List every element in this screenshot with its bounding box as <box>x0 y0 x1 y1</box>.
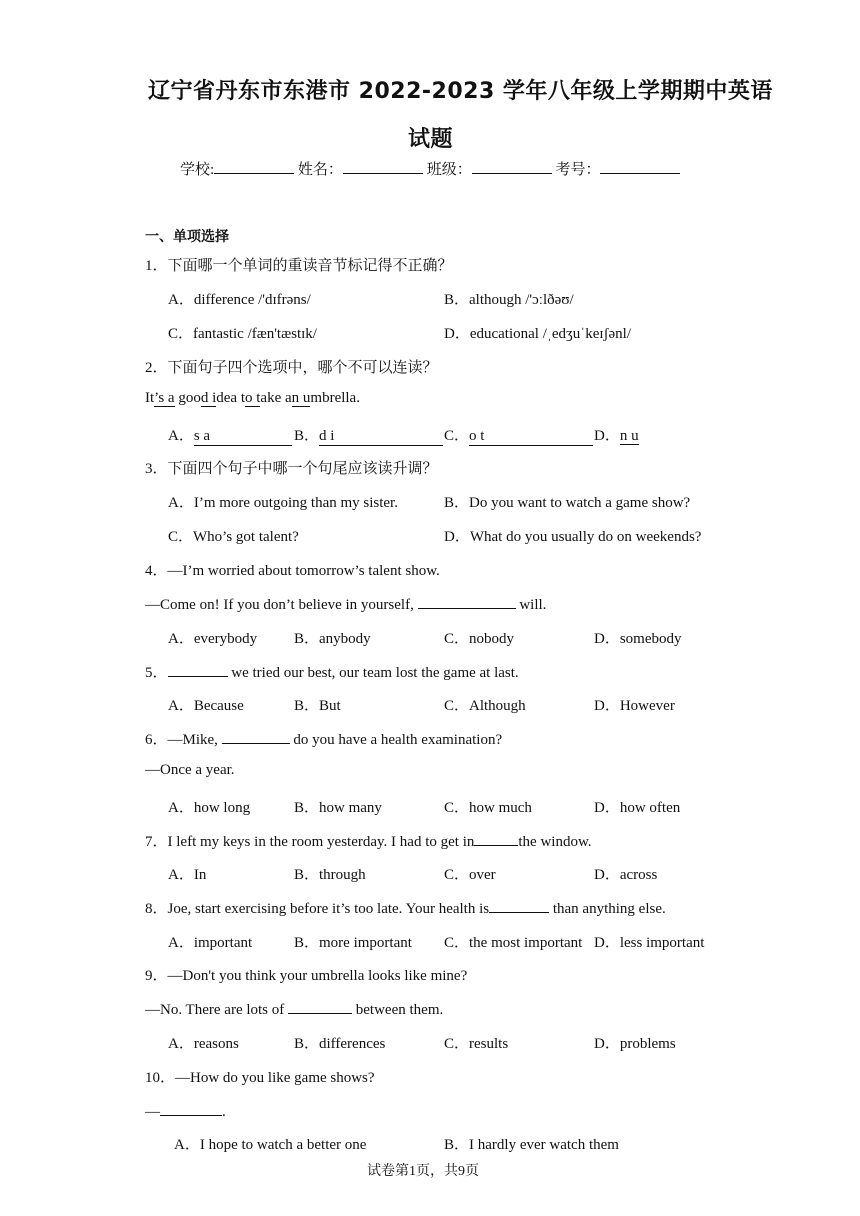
q1-option-c[interactable]: C．fantastic /fæn'tæstɪk/ <box>168 326 317 342</box>
name-field[interactable] <box>343 159 423 174</box>
class-field[interactable] <box>472 159 552 174</box>
q3-option-d[interactable]: D．What do you usually do on weekends? <box>444 529 702 545</box>
q1-option-d[interactable]: D．educational /ˌedʒuˈkeɪʃənl/ <box>444 326 632 342</box>
school-field[interactable] <box>214 159 294 174</box>
answer-blank[interactable] <box>168 661 228 677</box>
question-1 <box>145 254 453 275</box>
answer-blank[interactable] <box>418 593 516 609</box>
question-7 <box>145 830 592 851</box>
option-value: s a <box>194 428 292 446</box>
student-info-line <box>180 158 680 179</box>
option-value: n u <box>619 428 639 444</box>
exam-no-label: 考号： <box>555 162 601 178</box>
q9-option-a[interactable]: A．reasons <box>168 1036 239 1052</box>
sentence-text: —Come on! If you don’t believe in yourself, <box>145 597 418 613</box>
q6-option-c[interactable]: C．how much <box>444 800 532 816</box>
question-number: 3． <box>145 461 168 477</box>
linked-segment: d i <box>200 390 217 406</box>
q3-option-a[interactable]: A．I’m more outgoing than my sister. <box>168 495 398 511</box>
question-stem: 8．Joe, start exercising before it’s too late. Your health is <box>145 901 490 917</box>
name-label: 姓名： <box>297 162 343 178</box>
q3-option-b[interactable]: B．Do you want to watch a game show? <box>444 495 691 511</box>
linked-segment: ’s a <box>154 390 175 406</box>
page-title: 辽宁省丹东市东港市 2022-2023 学年八年级上学期期中英语 <box>148 79 773 104</box>
option-label: C． <box>444 428 470 444</box>
section-heading: 一、单项选择 <box>145 229 229 245</box>
q6-option-a[interactable]: A．how long <box>168 800 251 816</box>
q10-line2 <box>145 1100 226 1121</box>
sentence-text: goo <box>174 390 201 406</box>
question-stem: the window. <box>518 834 592 850</box>
q8-option-b[interactable]: B．more important <box>294 935 412 951</box>
question-number: 5． <box>145 665 168 681</box>
q10-option-b[interactable]: B．I hardly ever watch them <box>444 1137 619 1153</box>
answer-blank[interactable] <box>222 728 290 744</box>
answer-blank[interactable] <box>474 830 518 846</box>
question-number: 1． <box>145 258 168 274</box>
sentence-text: . <box>222 1104 226 1120</box>
question-6 <box>145 728 502 749</box>
school-label: 学校: <box>180 162 215 178</box>
q7-option-c[interactable]: C．over <box>444 867 496 883</box>
q3-option-c[interactable]: C．Who’s got talent? <box>168 529 299 545</box>
page-title-line2: 试题 <box>408 127 454 152</box>
question-stem: 下面哪一个单词的重读音节标记得不正确？ <box>167 258 453 274</box>
sentence-text: It <box>145 390 155 406</box>
question-stem: 6．—Mike, <box>145 732 222 748</box>
q10-option-a[interactable]: A．I hope to watch a better one <box>174 1137 367 1153</box>
page-footer: 试卷第1页，共9页 <box>367 1164 479 1179</box>
linked-segment: o t <box>245 390 261 406</box>
q5-option-a[interactable]: A．Because <box>168 698 244 714</box>
q5-option-d[interactable]: D．However <box>594 698 675 714</box>
q4-line2 <box>145 593 546 614</box>
q8-option-d[interactable]: D．less important <box>594 935 705 951</box>
answer-blank[interactable] <box>489 897 549 913</box>
q6-option-d[interactable]: D．how often <box>594 800 681 816</box>
q7-option-a[interactable]: A．In <box>168 867 207 883</box>
q4-option-b[interactable]: B．anybody <box>294 631 371 647</box>
question-stem: 7．I left my keys in the room yesterday. I had to get in <box>145 834 475 850</box>
question-9: 9．—Don't you think your umbrella looks like mine? <box>145 968 468 984</box>
sentence-text: — <box>145 1104 160 1120</box>
q9-option-c[interactable]: C．results <box>444 1036 509 1052</box>
sentence-text: —No. There are lots of <box>145 1002 289 1018</box>
question-stem: than anything else. <box>549 901 666 917</box>
answer-blank[interactable] <box>288 998 352 1014</box>
q4-option-c[interactable]: C．nobody <box>444 631 515 647</box>
answer-blank[interactable] <box>160 1100 222 1116</box>
question-5 <box>145 661 519 682</box>
exam-no-field[interactable] <box>600 159 680 174</box>
q2-option-d[interactable] <box>594 424 639 445</box>
sentence-text: dea t <box>216 390 245 406</box>
question-stem: we tried our best, our team lost the game at last. <box>227 665 519 681</box>
sentence-text: mbrella. <box>310 390 360 406</box>
sentence-text: between them. <box>352 1002 444 1018</box>
question-2 <box>145 356 438 377</box>
option-label: B． <box>294 428 320 444</box>
q2-sentence <box>145 390 360 407</box>
option-label: D． <box>594 428 620 444</box>
q8-option-a[interactable]: A．important <box>168 935 253 951</box>
linked-segment: n u <box>291 390 311 406</box>
q1-option-b[interactable]: B．although /'ɔːlðəʊ/ <box>444 292 574 308</box>
q1-option-a[interactable]: A．difference /'dɪfrəns/ <box>168 292 311 308</box>
question-stem: 下面四个句子中哪一个句尾应该读升调？ <box>167 461 438 477</box>
question-8 <box>145 897 666 918</box>
sentence-text: will. <box>515 597 547 613</box>
q2-option-a[interactable] <box>168 424 292 446</box>
question-number: 2． <box>145 360 168 376</box>
q4-option-a[interactable]: A．everybody <box>168 631 258 647</box>
q5-option-b[interactable]: B．But <box>294 698 341 714</box>
q2-option-c[interactable] <box>444 424 593 446</box>
q7-option-b[interactable]: B．through <box>294 867 366 883</box>
question-3 <box>145 457 438 478</box>
q6-option-b[interactable]: B．how many <box>294 800 382 816</box>
sentence-text: ake a <box>260 390 292 406</box>
option-label: A． <box>168 428 194 444</box>
q9-option-b[interactable]: B．differences <box>294 1036 386 1052</box>
q8-option-c[interactable]: C．the most important <box>444 935 583 951</box>
question-10: 10．—How do you like game shows? <box>145 1070 375 1086</box>
q5-option-c[interactable]: C．Although <box>444 698 526 714</box>
question-4: 4．—I’m worried about tomorrow’s talent show. <box>145 563 440 579</box>
q7-option-d[interactable]: D．across <box>594 867 658 883</box>
q2-option-b[interactable] <box>294 424 443 446</box>
q9-line2 <box>145 998 443 1019</box>
q6-line2: —Once a year. <box>145 762 235 778</box>
q9-option-d[interactable]: D．problems <box>594 1036 676 1052</box>
option-value: o t <box>469 428 593 446</box>
option-value: d i <box>319 428 443 446</box>
question-stem: 下面句子四个选项中，哪个不可以连读？ <box>167 360 438 376</box>
class-label: 班级： <box>426 162 472 178</box>
question-stem: do you have a health examination? <box>289 732 503 748</box>
q4-option-d[interactable]: D．somebody <box>594 631 682 647</box>
